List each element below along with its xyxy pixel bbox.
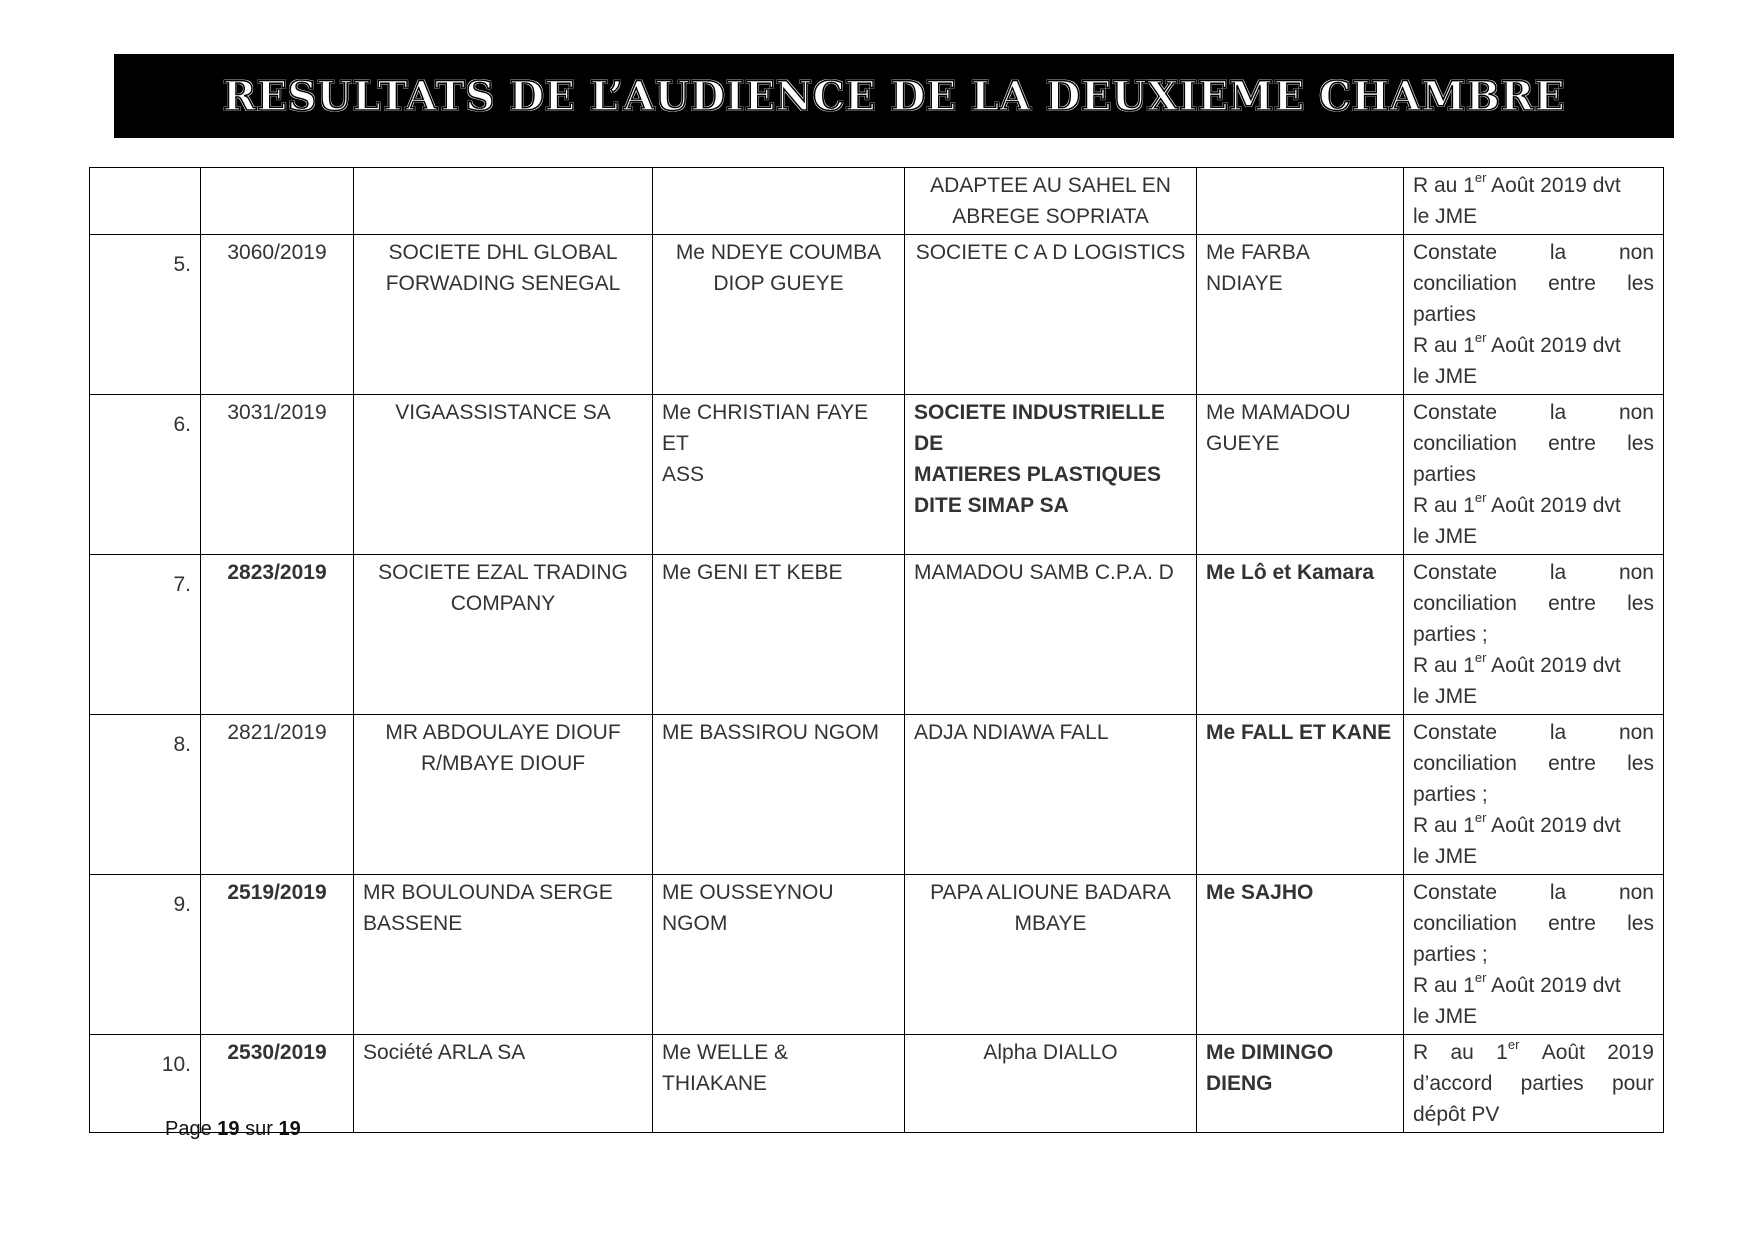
cell-result: Constate la non conciliation entre les parties ; R au 1er Août 2019 dvt le JME bbox=[1404, 875, 1664, 1035]
cell-counsel bbox=[653, 168, 905, 235]
cell-defendant-counsel: Me FARBA NDIAYE bbox=[1197, 235, 1404, 395]
table-row bbox=[90, 875, 1664, 1035]
table-row bbox=[90, 555, 1664, 715]
cell-plaintiff: Société ARLA SA bbox=[354, 1035, 653, 1133]
cell-plaintiff: SOCIETE DHL GLOBAL FORWADING SENEGAL bbox=[354, 235, 653, 395]
table-row bbox=[90, 1035, 1664, 1133]
page-footer: Page 19 sur 19 bbox=[165, 1118, 301, 1140]
cell-defendant-counsel: Me SAJHO bbox=[1197, 875, 1404, 1035]
cell-counsel: Me WELLE & THIAKANE bbox=[653, 1035, 905, 1133]
cell-num bbox=[90, 168, 201, 235]
title-banner bbox=[114, 54, 1674, 138]
cell-result: Constate la non conciliation entre les parties ; R au 1er Août 2019 dvt le JME bbox=[1404, 715, 1664, 875]
cell-result: Constate la non conciliation entre les parties R au 1er Août 2019 dvt le JME bbox=[1404, 235, 1664, 395]
cell-defendant-counsel: Me DIMINGO DIENG bbox=[1197, 1035, 1404, 1133]
cell-case: 2823/2019 bbox=[201, 555, 354, 715]
cell-num: 8. bbox=[90, 715, 201, 875]
cell-counsel: Me NDEYE COUMBA DIOP GUEYE bbox=[653, 235, 905, 395]
cell-plaintiff: VIGAASSISTANCE SA bbox=[354, 395, 653, 555]
cell-result: R au 1er Août 2019 dvt le JME bbox=[1404, 168, 1664, 235]
cell-defendant: ADAPTEE AU SAHEL EN ABREGE SOPRIATA bbox=[905, 168, 1197, 235]
table-row bbox=[90, 715, 1664, 875]
cell-defendant-counsel bbox=[1197, 168, 1404, 235]
cell-defendant-counsel: Me Lô et Kamara bbox=[1197, 555, 1404, 715]
cell-case bbox=[201, 168, 354, 235]
cell-result: Constate la non conciliation entre les parties R au 1er Août 2019 dvt le JME bbox=[1404, 395, 1664, 555]
cell-case: 2519/2019 bbox=[201, 875, 354, 1035]
cell-plaintiff bbox=[354, 168, 653, 235]
cell-defendant: Alpha DIALLO bbox=[905, 1035, 1197, 1133]
cell-num: 9. bbox=[90, 875, 201, 1035]
results-table bbox=[89, 167, 1664, 1133]
cell-defendant-counsel: Me MAMADOU GUEYE bbox=[1197, 395, 1404, 555]
cell-defendant-counsel: Me FALL ET KANE bbox=[1197, 715, 1404, 875]
cell-counsel: ME OUSSEYNOU NGOM bbox=[653, 875, 905, 1035]
cell-plaintiff: MR BOULOUNDA SERGE BASSENE bbox=[354, 875, 653, 1035]
cell-counsel: Me GENI ET KEBE bbox=[653, 555, 905, 715]
cell-case: 3031/2019 bbox=[201, 395, 354, 555]
cell-counsel: Me CHRISTIAN FAYE ET ASS bbox=[653, 395, 905, 555]
cell-defendant: SOCIETE INDUSTRIELLE DE MATIERES PLASTIQUES DITE SIMAP SA bbox=[905, 395, 1197, 555]
cell-num: 5. bbox=[90, 235, 201, 395]
cell-num: 6. bbox=[90, 395, 201, 555]
cell-num: 10. bbox=[90, 1035, 201, 1133]
cell-num: 7. bbox=[90, 555, 201, 715]
page-title: RESULTATS DE L’AUDIENCE DE LA DEUXIEME CHAMBRE bbox=[222, 72, 1566, 120]
cell-result: Constate la non conciliation entre les parties ; R au 1er Août 2019 dvt le JME bbox=[1404, 555, 1664, 715]
cell-defendant: PAPA ALIOUNE BADARA MBAYE bbox=[905, 875, 1197, 1035]
cell-result: R au 1er Août 2019 d’accord parties pour dépôt PV bbox=[1404, 1035, 1664, 1133]
cell-defendant: SOCIETE C A D LOGISTICS bbox=[905, 235, 1197, 395]
table-row bbox=[90, 235, 1664, 395]
cell-case: 2821/2019 bbox=[201, 715, 354, 875]
cell-case: 3060/2019 bbox=[201, 235, 354, 395]
cell-plaintiff: MR ABDOULAYE DIOUF R/MBAYE DIOUF bbox=[354, 715, 653, 875]
table-row bbox=[90, 168, 1664, 235]
cell-defendant: ADJA NDIAWA FALL bbox=[905, 715, 1197, 875]
cell-case: 2530/2019 bbox=[201, 1035, 354, 1133]
table-row bbox=[90, 395, 1664, 555]
cell-plaintiff: SOCIETE EZAL TRADING COMPANY bbox=[354, 555, 653, 715]
cell-counsel: ME BASSIROU NGOM bbox=[653, 715, 905, 875]
cell-defendant: MAMADOU SAMB C.P.A. D bbox=[905, 555, 1197, 715]
